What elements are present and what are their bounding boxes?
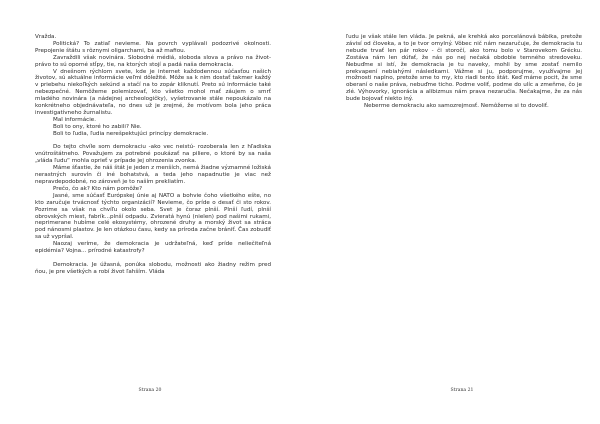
paragraph: Mal informácie. bbox=[53, 116, 97, 123]
paragraph: Jasné, sme súčasť Európskej únie aj NATO a bohvie čoho všetkého ešte, no kto zaručuje trvácnosť týchto organizácií? Nevieme, čo príde o desať či sto rokov. Pozrime sa však na chvíľu okolo seba. Svet je čoraz plnší. Plnší ľudí, plnší obrovských miest, fabrík...plnší odpadu. Zvieratá hynú (nielen) pod našimi rukami, neprimerane hubíme celé ekosystémy, ohrozené druhy a morský život sa stráca pod nánosmi plastov. Je len otázkou času, kedy sa príroda začne brániť. Čas zobudiť sa už vypršal. bbox=[35, 192, 271, 241]
paragraph: Prečo, čo ak? Kto nám pomôže? bbox=[53, 185, 143, 192]
paragraph: Boli to ľudia, ľudia nerešpektujúci princípy demokracie. bbox=[53, 130, 209, 137]
left-page-number: Strana 20 bbox=[138, 388, 162, 393]
right-page-text bbox=[346, 34, 582, 110]
paragraph: Politická? To zatiaľ nevieme. Na povrch vyplávali podozrivé okolnosti. Prepojenie štátu s rôznymi oligarchami, ba až mafiou. bbox=[35, 40, 271, 54]
paragraph: Boli to ony, ktoré ho zabili? Nie. bbox=[53, 123, 142, 130]
paragraph: Demokracia. Je úžasná, ponúka slobodu, možnosti ako žiadny režim pred ňou, je pre všetkých a robí život ľahším. Vláda bbox=[35, 261, 271, 275]
paragraph: ľudu je však stále len vláda. Je pekná, ale krehká ako porcelánová bábika, pretože závisí od človeka, a to je tvor omylný. Vôbec nič nám nezaručuje, že demokracia tu nebude trvať len pár rokov - či storočí, ako tomu bolo v Starovekom Grécku. Zostáva nám len dúfať, že nás po nej nečaká obdobie temného stredoveku. Nebuďme si istí, že demokracia je tu naveky, mohli by sme zostať nemilo prekvapení nebiahými následkami. Vážme si ju, podporujme, využívajme jej možnosti naplno, pretože sme to my, kto riadi tento štát. Keď máme pocit, že sme oberaní o naše práva, nebuďme ticho. Podme voliť, podme do ulíc a zmeňme, čo je zlé. Výhovorky, ignorácia a alibizmus nám prava nezaručia. Nečakajme, že za nás bude bojovať niekto iný. bbox=[346, 34, 582, 103]
paragraph: Zavraždili však novinára. Slobodné médiá, sloboda slova a právo na život-právo to sú oporné stĺpy, tie, na ktorých stojí a padá naša demokracia. bbox=[35, 54, 271, 68]
paragraph: Do tejto chvíle som demokraciu -ako vec neistú- rozoberala len z hľadiska vnútroštátneho. Považujem za potrebné poukázať na piliere, o ktoré by sa naša „vláda ľudu“ mohla oprieť v prípade jej ohrozenia zvonka. bbox=[35, 144, 271, 165]
paragraph: Naozaj veríme, že demokracia je udržateľná, keď príde neliečiteľná epidémia? Vojna... prírodné katastrofy? bbox=[35, 241, 271, 255]
left-page-text bbox=[35, 34, 271, 276]
paragraph: V dnešnom rýchlom svete, kde je internet každodennou súčasťou našich životov, sú aktuálne informácie veľmi dôležité. Môže sa k nim dostať takmer každý v priebehu niekoľkých sekúnd a stačí na to zopár kliknutí. Preto sú informácie také nebezpečné. Nemôžeme polemizovať, kto všetko mohol mať záujem o smrť mladého novinára (a nádejnej archeologičky), vyšetrovanie stále nepoukázalo na konkrétneho objednávateľa, no dnes už je zrejmé, že motívom bola jeho práca investigatívneho žurnalistu. bbox=[35, 68, 271, 116]
paragraph: Máme šťastie, že náš štát je jeden z menších, nemá žiadne významné ložiská nerastných surovín či iné bohatstvá, a teda jeho napadnutie je viac než nepravdepodobné, no zároveň je to naším prekliatím. bbox=[35, 165, 271, 186]
right-page-number: Strana 21 bbox=[450, 388, 474, 393]
paragraph: Neberme demokraciu ako samozrejmosť. Nemôžeme si to dovoliť. bbox=[364, 103, 549, 110]
paragraph: Vražda. bbox=[35, 34, 57, 40]
right-page bbox=[300, 0, 600, 424]
